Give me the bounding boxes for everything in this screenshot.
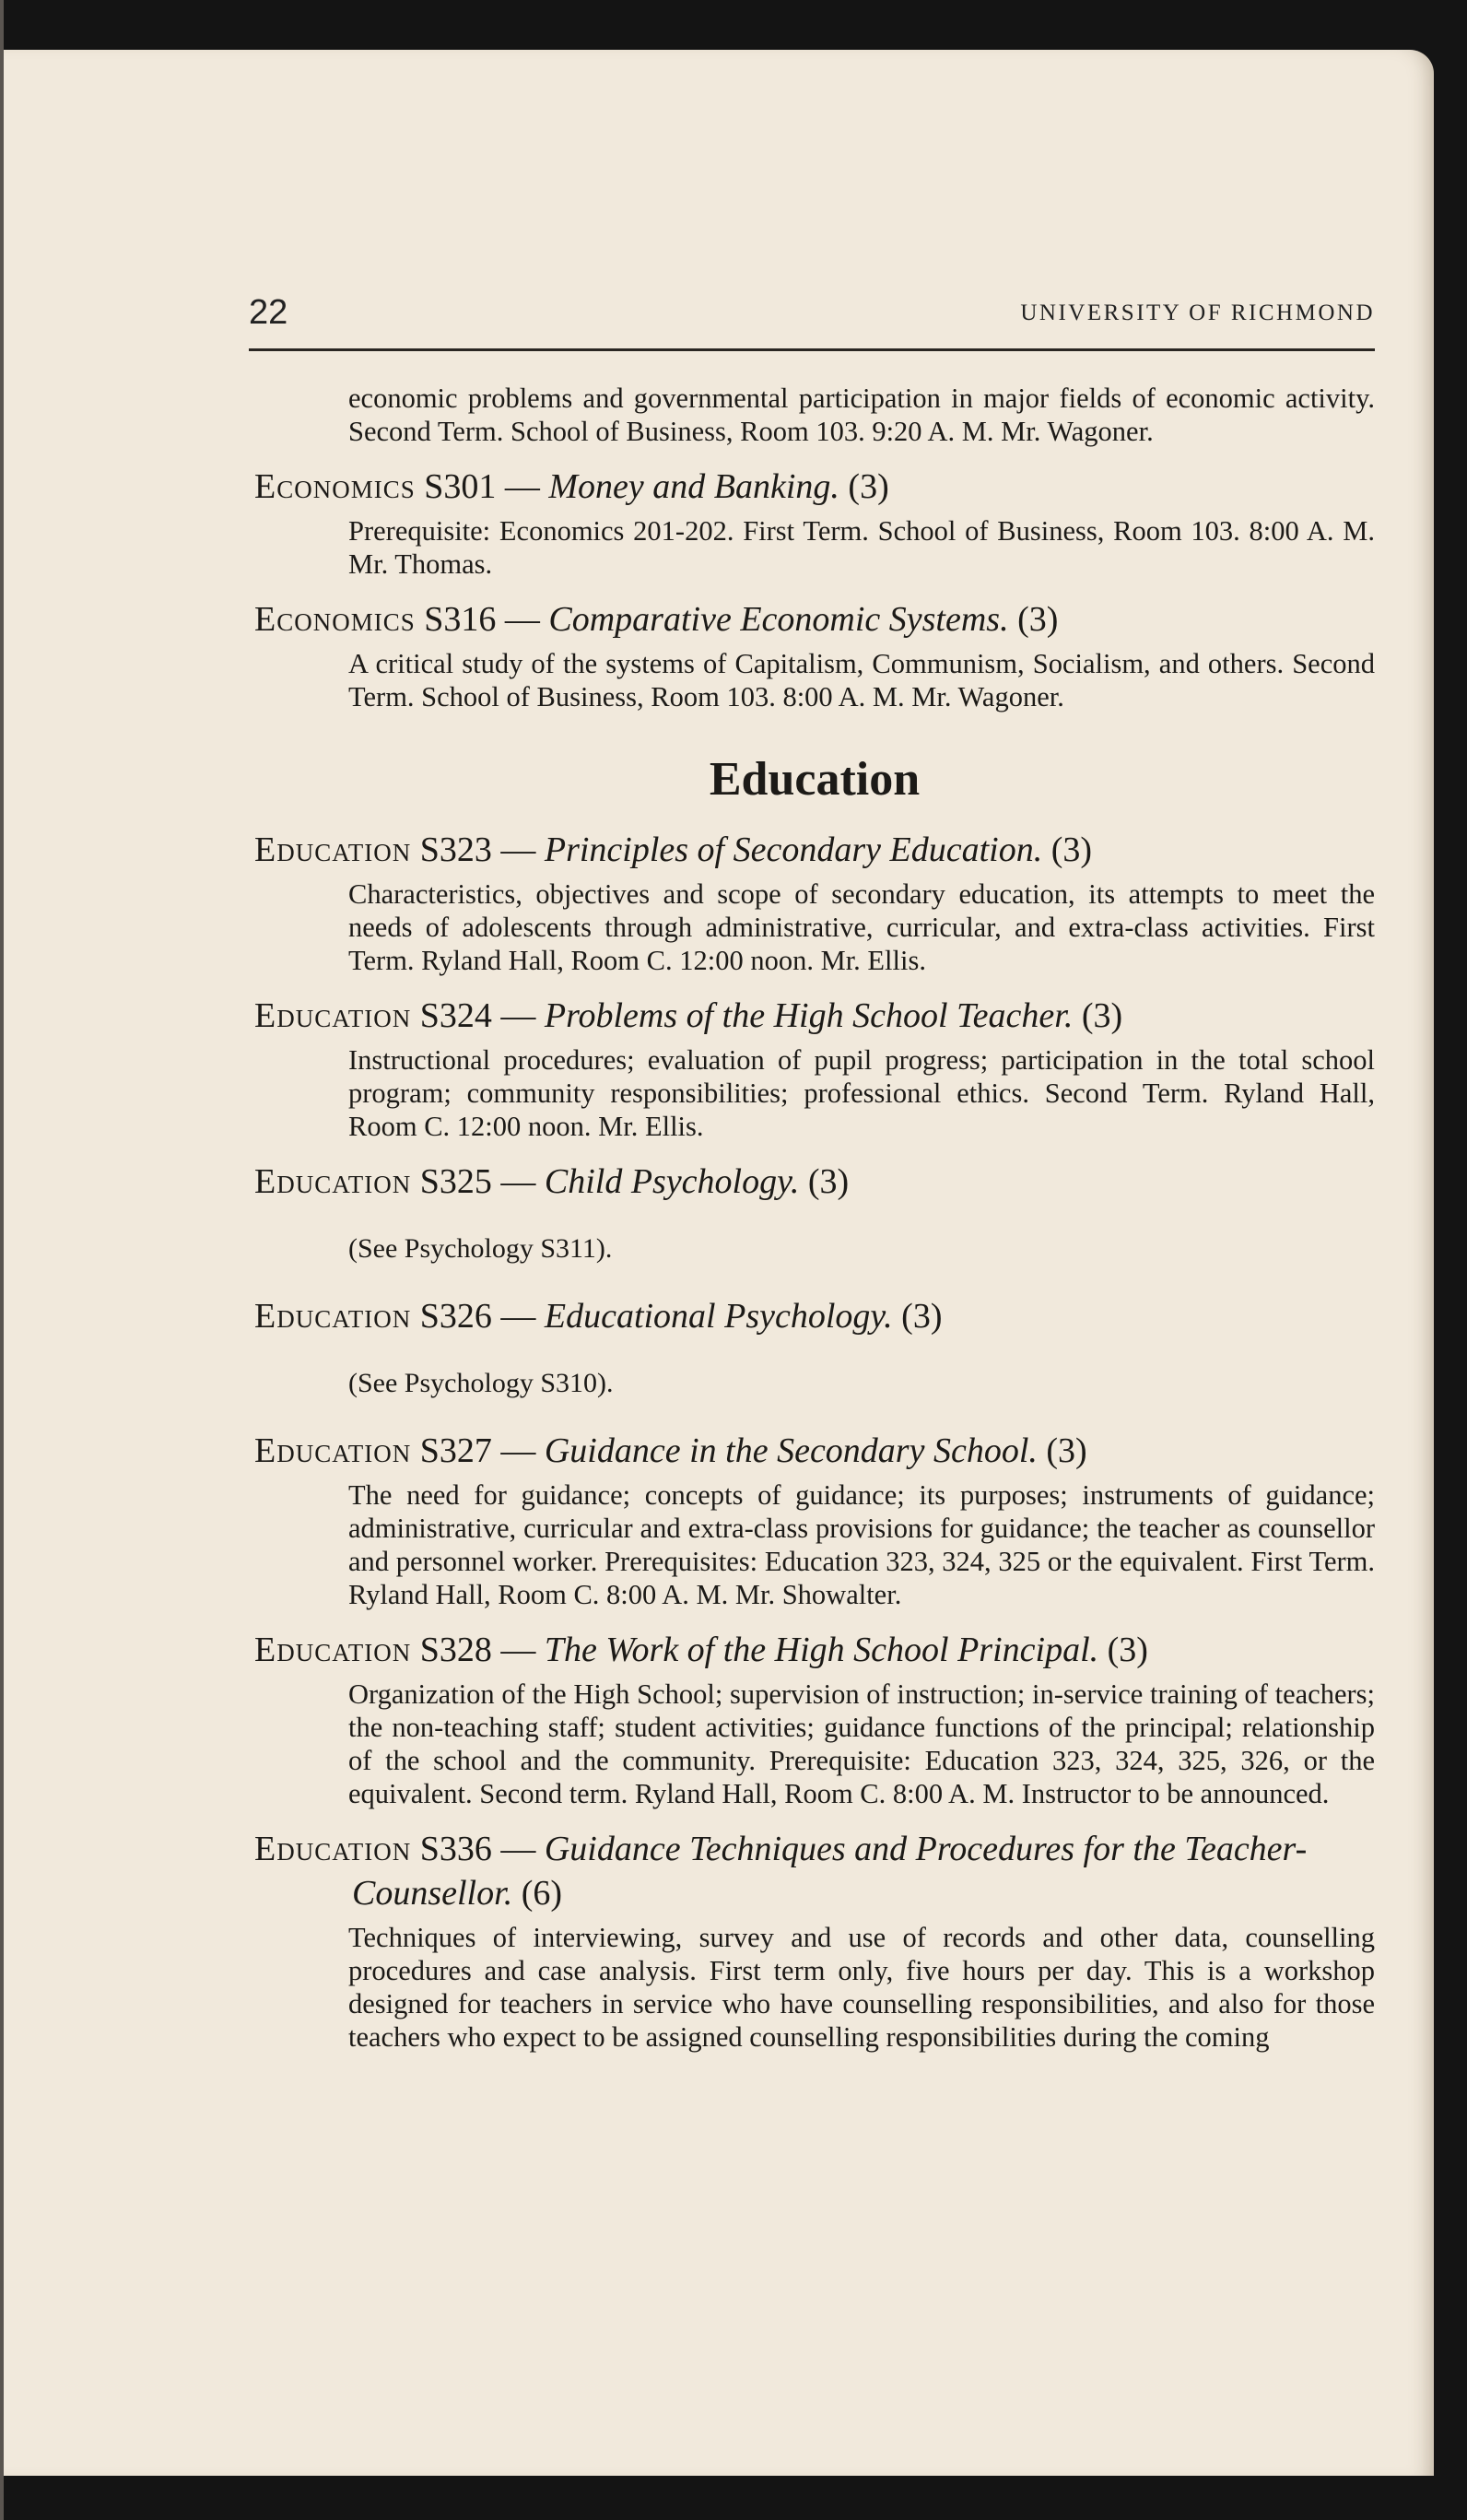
course-description: Prerequisite: Economics 201-202. First Term. School of Business, Room 103. 8:00 A. M. Mr. Thomas.	[348, 515, 1375, 580]
course-description: Characteristics, objectives and scope of secondary education, its attempts to meet the needs of adolescents through administrative, curricular, and extra-class activities. First Term. Ryland Hall, Room C. 12:00 noon. Mr. Ellis.	[348, 878, 1375, 976]
course-title: Principles of Secondary Education.	[544, 830, 1043, 869]
course-entry-education-s326	[254, 1294, 1375, 1401]
course-entry-education-s327	[254, 1429, 1375, 1611]
running-header	[249, 293, 1375, 337]
course-description: A critical study of the systems of Capitalism, Communism, Socialism, and others. Second Term. School of Business, Room 103. 8:00 A. M. Mr. Wagoner.	[348, 648, 1375, 712]
course-credits: (3)	[1046, 1431, 1087, 1470]
course-entry-education-s328	[254, 1628, 1375, 1810]
course-entry-education-s323	[254, 828, 1375, 977]
course-heading: Education S336 — Guidance Techniques and Procedures for the Teacher-Counsellor. (6)	[254, 1830, 1308, 1913]
course-department: Education	[254, 1631, 412, 1669]
course-department: Economics	[254, 600, 416, 639]
continued-paragraph: economic problems and governmental participation in major fields of economic activity. Second Term. School of Business, Room 103. 9:20 A. M. Mr. Wagoner.	[348, 383, 1375, 447]
course-heading: Education S326 — Educational Psychology. (3)	[254, 1297, 943, 1336]
course-cross-reference: (See Psychology S311).	[348, 1233, 613, 1264]
page-number: 22	[249, 293, 288, 332]
course-department: Education	[254, 1162, 412, 1201]
course-cross-reference: (See Psychology S310).	[348, 1368, 614, 1398]
course-number: S324	[419, 996, 492, 1035]
course-description: Organization of the High School; supervision of instruction; in-service training of teachers; the non-teaching staff; student activities; guidance functions of the principal; relationship of the school and the community. Prerequisite: Education 323, 324, 325, 326, or the equivalent. Second term. Ryland Hall, Room C. 8:00 A. M. Instructor to be announced.	[348, 1678, 1375, 1809]
course-entry-economics-s316	[254, 597, 1375, 713]
section-heading-education: Education	[709, 753, 921, 806]
course-heading: Economics S301 — Money and Banking. (3)	[254, 467, 889, 506]
course-description: The need for guidance; concepts of guidance; its purposes; instruments of guidance; administrative, curricular and extra-class provisions for guidance; the teacher as counsellor and personnel worker. Prerequisites: Education 323, 324, 325 or the equivalent. First Term. Ryland Hall, Room C. 8:00 A. M. Mr. Showalter.	[348, 1479, 1375, 1610]
course-title: Guidance in the Secondary School.	[544, 1431, 1038, 1470]
course-entry-education-s336	[254, 1827, 1375, 2054]
course-title: Child Psychology.	[544, 1162, 800, 1201]
course-heading: Education S324 — Problems of the High School Teacher. (3)	[254, 996, 1123, 1035]
course-entry-economics-s301	[254, 465, 1375, 581]
course-department: Education	[254, 1431, 412, 1470]
course-number: S328	[419, 1631, 492, 1669]
course-credits: (3)	[1107, 1631, 1148, 1669]
course-department: Education	[254, 1297, 412, 1336]
course-department: Education	[254, 1830, 412, 1868]
course-description: Instructional procedures; evaluation of pupil progress; participation in the total school program; community responsibilities; professional ethics. Second Term. Ryland Hall, Room C. 12:00 noon. Mr. Ellis.	[348, 1044, 1375, 1142]
course-number: S316	[424, 600, 497, 639]
course-number: S323	[419, 830, 492, 869]
course-title: Money and Banking.	[548, 467, 839, 506]
course-title: Comparative Economic Systems.	[548, 600, 1009, 639]
course-heading: Education S327 — Guidance in the Secondary School. (3)	[254, 1431, 1087, 1470]
course-number: S336	[419, 1830, 492, 1868]
course-entry-education-s324	[254, 994, 1375, 1143]
course-number: S327	[419, 1431, 492, 1470]
course-number: S301	[424, 467, 497, 506]
course-credits: (3)	[1081, 996, 1123, 1035]
course-department: Economics	[254, 467, 416, 506]
course-credits: (6)	[521, 1874, 563, 1913]
course-heading: Education S323 — Principles of Secondary Education. (3)	[254, 830, 1093, 869]
course-title: Educational Psychology.	[544, 1297, 893, 1336]
course-heading: Economics S316 — Comparative Economic Systems. (3)	[254, 600, 1059, 639]
course-number: S325	[419, 1162, 492, 1201]
course-title: Problems of the High School Teacher.	[544, 996, 1074, 1035]
course-title: The Work of the High School Principal.	[544, 1631, 1099, 1669]
course-credits: (3)	[848, 467, 889, 506]
course-heading: Education S328 — The Work of the High School Principal. (3)	[254, 1631, 1148, 1669]
course-department: Education	[254, 996, 412, 1035]
course-credits: (3)	[901, 1297, 943, 1336]
page-body	[254, 382, 1375, 2054]
course-number: S326	[419, 1297, 492, 1336]
course-title: Guidance Techniques and Procedures for the Teacher-Counsellor.	[352, 1830, 1308, 1913]
course-credits: (3)	[1050, 830, 1093, 869]
course-department: Education	[254, 830, 412, 869]
running-title: UNIVERSITY OF RICHMOND	[1020, 300, 1375, 325]
course-entry-education-s325	[254, 1160, 1375, 1266]
course-description: Techniques of interviewing, survey and use of records and other data, counselling procedures and case analysis. First term only, five hours per day. This is a workshop designed for teachers in service who have counselling responsibilities, and also for those teachers who expect to be assigned counselling responsibilities during the coming	[348, 1922, 1375, 2053]
course-heading: Education S325 — Child Psychology. (3)	[254, 1162, 850, 1201]
header-rule	[249, 348, 1375, 351]
course-credits: (3)	[807, 1162, 850, 1201]
course-credits: (3)	[1017, 600, 1059, 639]
